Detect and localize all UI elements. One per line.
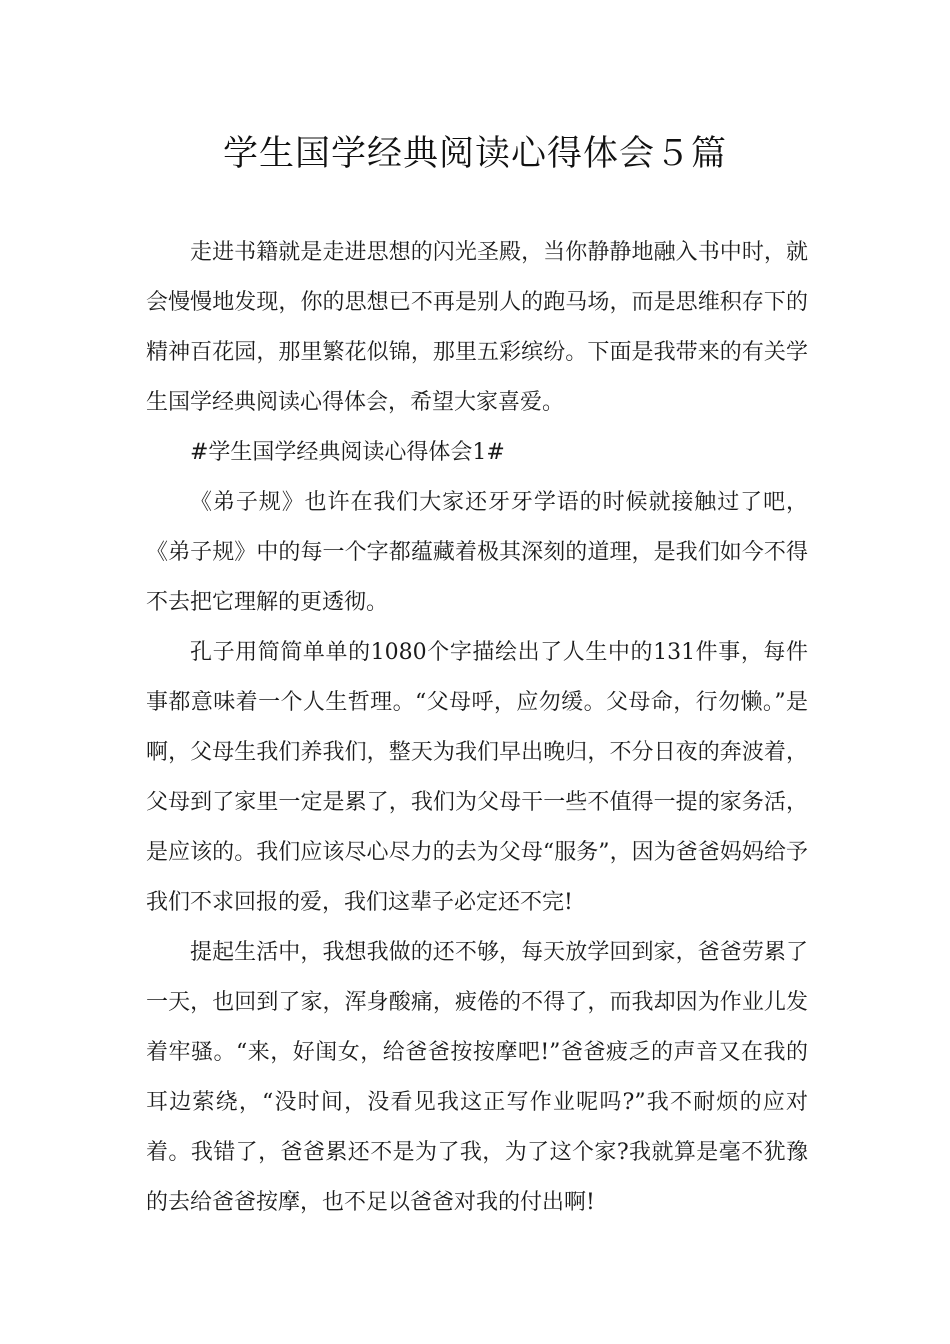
intro-paragraph: 走进书籍就是走进思想的闪光圣殿，当你静静地融入书中时，就会慢慢地发现，你的思想已不再是别人的跑马场，而是思维积存下的精神百花园，那里繁花似锦，那里五彩缤纷。下面是我带来的有关学生国学经典阅读心得体会，希望大家喜爱。 bbox=[146, 240, 808, 415]
document-body bbox=[146, 228, 808, 1228]
body-paragraph: 提起生活中，我想我做的还不够，每天放学回到家，爸爸劳累了一天，也回到了家，浑身酸痛，疲倦的不得了，而我却因为作业儿发着牢骚。“来，好闺女，给爸爸按按摩吧!”爸爸疲乏的声音又在我的耳边萦绕，“没时间，没看见我这正写作业呢吗?”我不耐烦的应对着。我错了，爸爸累还不是为了我，为了这个家?我就算是毫不犹豫的去给爸爸按摩，也不足以爸爸对我的付出啊! bbox=[146, 940, 808, 1215]
document-title: 学生国学经典阅读心得体会５篇 bbox=[222, 134, 727, 174]
section-heading-1: #学生国学经典阅读心得体会1# bbox=[190, 440, 505, 465]
body-paragraph: 孔子用简简单单的1080个字描绘出了人生中的131件事，每件事都意味着一个人生哲理。“父母呼，应勿缓。父母命，行勿懒。”是啊，父母生我们养我们，整天为我们早出晚归，不分日夜的奔波着，父母到了家里一定是累了，我们为父母干一些不值得一提的家务活，是应该的。我们应该尽心尽力的去为父母“服务”，因为爸爸妈妈给予我们不求回报的爱，我们这辈子必定还不完! bbox=[146, 640, 808, 915]
body-paragraph: 《弟子规》也许在我们大家还牙牙学语的时候就接触过了吧，《弟子规》中的每一个字都蕴藏着极其深刻的道理，是我们如今不得不去把它理解的更透彻。 bbox=[146, 490, 808, 615]
